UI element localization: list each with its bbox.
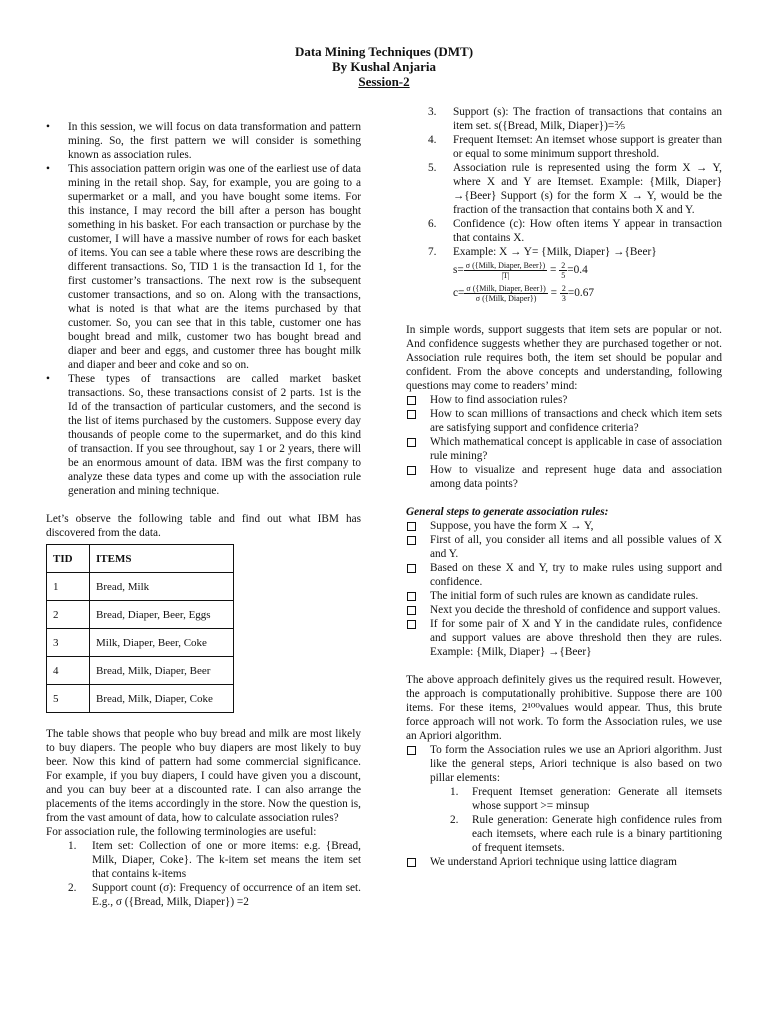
table-cell: Bread, Milk, Diaper, Coke — [90, 685, 234, 713]
table-row — [47, 573, 234, 601]
right-column — [406, 105, 722, 869]
item-number: 1. — [450, 786, 459, 798]
fraction: $\frac{2}{3}$ — [561, 284, 566, 303]
bullet-item: • These types of transactions are called market basket transactions. So, these transactions consist of 2 parts. 1st is the Id of the transaction of particular customers, and the second is the list of items purchased by the customers. Suppose every day thousands of people come to the supermarket, and do this kind of transaction. If you see throughout, say 1 or 2 years, there will be an enormous amount of data. IBM was the first company to analyze these data types and come up with the association rule generation and mining technique. — [46, 372, 361, 498]
steps-list — [406, 519, 722, 659]
left-column — [46, 120, 361, 909]
item-number: 2. — [450, 814, 459, 826]
item-number: 1. — [68, 840, 77, 852]
fraction: $\frac{\text{σ (\{Milk, Diaper, Beer\})}}{|T|}$ — [465, 261, 546, 280]
checkbox-icon — [407, 522, 416, 531]
approach-paragraph: The above approach definitely gives us the required result. However, the approach is computationally prohibitive. Suppose there are 100 items. For these items, 2¹⁰⁰values would appear. Thus, this brute force approach will not work. To form the Association rules, we use an Apriori algorithm. — [406, 674, 722, 742]
terminology-list-continued — [406, 105, 722, 303]
checkbox-icon — [407, 858, 416, 867]
item-text: Support count (σ): Frequency of occurrence of an item set. E.g., σ ({Bread, Milk, Diaper}) =2 — [92, 882, 361, 908]
simple-words-paragraph: In simple words, support suggests that item sets are popular or not. And confidence suggests whether they are purchased together or not. Association rule requires both, the item set should be popular and confident. From the above concepts and understanding, following questions may come to readers’ mind: — [406, 324, 722, 392]
table-header-row — [47, 545, 234, 573]
fraction: $\frac{2}{5}$ — [561, 261, 566, 280]
table-analysis: The table shows that people who buy bread and milk are most likely to buy diapers. The people who buy diapers are most likely to buy beer. Now this kind of pattern had some commercial significance. For example, if you buy diapers, I could have given you a discount, and you can buy beer at a discounted rate. I can also arrange the placements of the items accordingly in the store. Now the question is, from the vast amount of data, how to calculate association rules? — [46, 728, 361, 824]
table-header: ITEMS — [90, 545, 234, 573]
item-text: Item set: Collection of one or more items: e.g. {Bread, Milk, Diaper, Coke}. The k-item set means the item set that contains k-items — [92, 840, 361, 880]
checkbox-icon — [407, 466, 416, 475]
list-item: Suppose, you have the form X → Y, — [406, 519, 722, 533]
item-number: 6. — [428, 218, 437, 230]
list-item: Next you decide the threshold of confidence and support values. — [406, 603, 722, 617]
list-item: How to visualize and represent huge data and association among data points? — [406, 463, 722, 491]
item-number: 5. — [428, 162, 437, 174]
item-number: 3. — [428, 106, 437, 118]
table-cell: Bread, Milk — [90, 573, 234, 601]
table-cell: 2 — [47, 601, 90, 629]
list-item: First of all, you consider all items and all possible values of X and Y. — [406, 533, 722, 561]
list-item — [406, 133, 722, 161]
checkbox-icon — [407, 396, 416, 405]
list-item: How to find association rules? — [406, 393, 722, 407]
list-item: How to scan millions of transactions and check which item sets are satisfying support and confidence criteria? — [406, 407, 722, 435]
table-row — [47, 629, 234, 657]
item-text: Support (s): The fraction of transactions that contains an item set. s({Bread, Milk, Diaper})=⅖ — [453, 106, 722, 132]
list-item: 1. Frequent Itemset generation: Generate all itemsets whose support >= minsup — [450, 786, 722, 812]
item-number: 7. — [428, 246, 437, 258]
questions-list — [406, 393, 722, 491]
list-item: 2. Rule generation: Generate high confidence rules from each itemsets, where each rule is a binary partitioning of frequent itemsets. — [450, 814, 722, 854]
table-cell: Milk, Diaper, Beer, Coke — [90, 629, 234, 657]
bullet-item: • This association pattern origin was one of the earliest use of data mining in the retail shop. Say, for example, you are going to a supermarket or a mall, and you have bought some items. For this instance, I may record the bill after a person has bought something in his basket. For each transaction or purchase by the customer, I will have a massive number of rows for each basket of items. You can see a table where these rows are describing the different transactions. So, TID 1 is the transaction Id 1, for the first customer’s transactions. The next row is the subsequent customer transactions, and so on. Along with the transactions, what is noted is that what are the items purchased by that customer. So, you can see that in this table, customer one has bought bread and milk, customer two has bought bread and diaper and beer and eggs, and customer three has bought milk and diaper and beer and coke and so on. — [46, 162, 361, 372]
fraction: $\frac{\text{σ (\{Milk, Diaper, Beer\})}}{\text{σ (\{Milk, Diaper\})}}$ — [466, 284, 546, 303]
checkbox-icon — [407, 536, 416, 545]
item-text: Example: X → Y= {Milk, Diaper} →{Beer} — [453, 246, 657, 258]
document-header — [0, 44, 768, 89]
list-item — [406, 105, 722, 133]
list-item: The initial form of such rules are known as candidate rules. — [406, 589, 722, 603]
list-item — [406, 245, 722, 303]
table-header: TID — [47, 545, 90, 573]
transactions-table — [46, 544, 234, 713]
list-item: We understand Apriori technique using lattice diagram — [406, 855, 722, 869]
apriori-list — [406, 743, 722, 785]
closing-list — [406, 855, 722, 869]
checkbox-icon — [407, 620, 416, 629]
table-row — [47, 685, 234, 713]
item-text: Frequent Itemset: An itemset whose support is greater than or equal to some minimum support threshold. — [453, 134, 722, 160]
table-row — [47, 601, 234, 629]
bullet-item: • In this session, we will focus on data transformation and pattern mining. So, the first pattern we will consider is something known as association rules. — [46, 120, 361, 162]
checkbox-icon — [407, 564, 416, 573]
list-item: Which mathematical concept is applicable in case of association rule mining? — [406, 435, 722, 463]
table-cell: 3 — [47, 629, 90, 657]
list-item: If for some pair of X and Y in the candidate rules, confidence and support values are above threshold then they are rules. Example: {Milk, Diaper} →{Beer} — [406, 617, 722, 659]
confidence-formula: c= $\frac{\text{σ (\{Milk, Diaper, Beer\})}}{\text{σ (\{Milk, Diaper\})}}$ = $\frac{2}{3}$ =0.67 — [453, 284, 594, 303]
item-text: Confidence (c): How often items Y appear in transaction that contains X. — [453, 218, 722, 244]
document-title: Data Mining Techniques (DMT) — [294, 44, 474, 59]
checkbox-icon — [407, 410, 416, 419]
table-cell: 4 — [47, 657, 90, 685]
table-cell: Bread, Milk, Diaper, Beer — [90, 657, 234, 685]
list-item — [406, 161, 722, 217]
table-cell: 5 — [47, 685, 90, 713]
terminology-list — [46, 839, 361, 909]
table-intro: Let’s observe the following table and find out what IBM has discovered from the data. — [46, 513, 361, 539]
list-item: To form the Association rules we use an Apriori algorithm. Just like the general steps, Ariori technique is also based on two pillar elements: — [406, 743, 722, 785]
terms-intro: For association rule, the following terminologies are useful: — [46, 826, 317, 838]
list-item: Based on these X and Y, try to make rules using support and confidence. — [406, 561, 722, 589]
item-number: 4. — [428, 134, 437, 146]
steps-title: General steps to generate association rules: — [406, 506, 609, 518]
pillar-list — [406, 785, 722, 855]
checkbox-icon — [407, 746, 416, 755]
table-cell: Bread, Diaper, Beer, Eggs — [90, 601, 234, 629]
table-row — [47, 657, 234, 685]
item-text: Association rule is represented using the form X → Y, where X and Y are Itemset. Example: {Milk, Diaper} →{Beer} Support (s) for the form X → Y, would be the fraction of the transaction that contains both X and Y. — [453, 162, 722, 216]
list-item — [46, 881, 361, 909]
support-formula: s= $\frac{\text{σ (\{Milk, Diaper, Beer\})}}{|T|}$ = $\frac{2}{5}$ =0.4 — [453, 261, 588, 280]
list-item — [46, 839, 361, 881]
table-cell: 1 — [47, 573, 90, 601]
item-number: 2. — [68, 882, 77, 894]
document-author: By Kushal Anjaria — [331, 59, 437, 74]
checkbox-icon — [407, 592, 416, 601]
intro-bullets — [46, 120, 361, 498]
session-label: Session-2 — [358, 74, 410, 89]
checkbox-icon — [407, 438, 416, 447]
checkbox-icon — [407, 606, 416, 615]
list-item — [406, 217, 722, 245]
